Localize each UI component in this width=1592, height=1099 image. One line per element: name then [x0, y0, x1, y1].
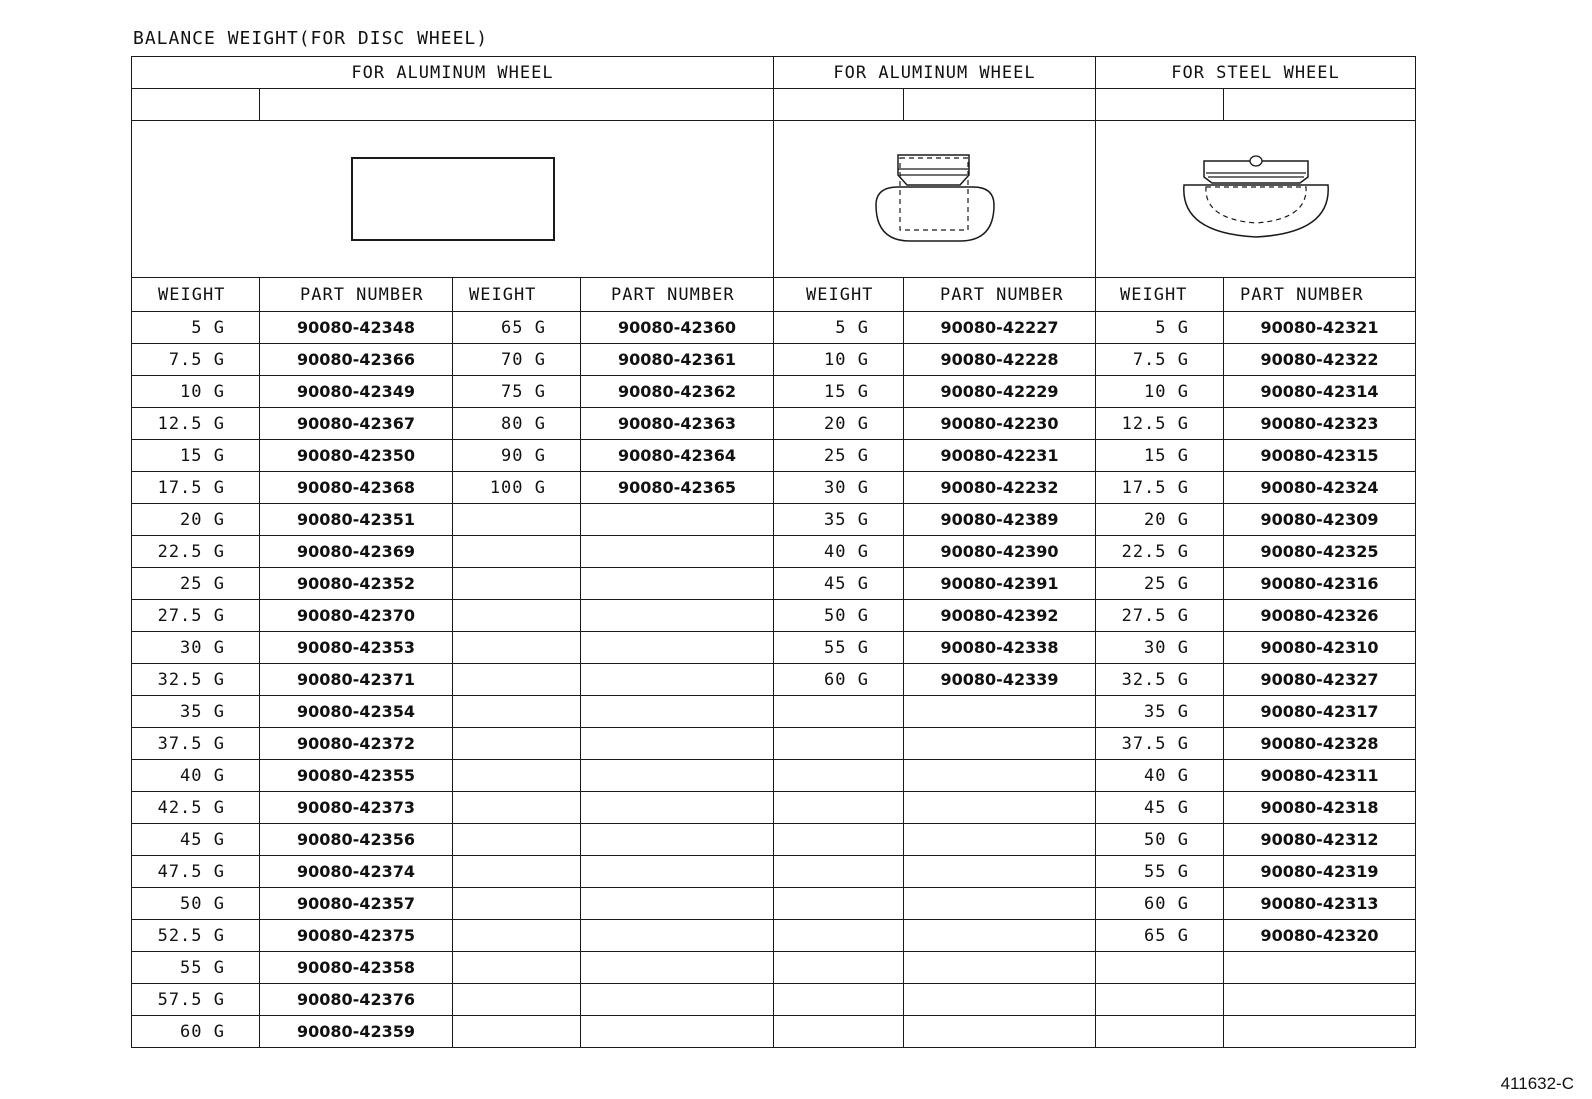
- blank-cell: [1096, 89, 1224, 121]
- part-number-cell: 90080-42323: [1224, 408, 1416, 440]
- weight-cell: 42.5 G: [132, 792, 260, 824]
- table-row: [132, 760, 1416, 792]
- weight-cell: 52.5 G: [132, 920, 260, 952]
- weight-cell: [453, 1016, 581, 1048]
- weight-cell: 50 G: [774, 600, 904, 632]
- weight-cell: 7.5 G: [132, 344, 260, 376]
- weight-cell: [774, 952, 904, 984]
- table-row: [132, 856, 1416, 888]
- part-number-cell: [904, 888, 1096, 920]
- weight-cell: 5 G: [132, 312, 260, 344]
- weight-cell: 37.5 G: [1096, 728, 1224, 760]
- part-number-cell: 90080-42364: [581, 440, 774, 472]
- part-number-cell: [581, 568, 774, 600]
- weight-cell: 17.5 G: [132, 472, 260, 504]
- part-number-cell: 90080-42338: [904, 632, 1096, 664]
- weight-cell: [774, 984, 904, 1016]
- part-number-cell: 90080-42325: [1224, 536, 1416, 568]
- part-number-cell: [581, 824, 774, 856]
- part-number-cell: 90080-42366: [260, 344, 453, 376]
- part-number-cell: 90080-42348: [260, 312, 453, 344]
- table-row: [132, 952, 1416, 984]
- figure-code: 411632-C: [1500, 1074, 1574, 1093]
- part-number-cell: 90080-42322: [1224, 344, 1416, 376]
- part-number-cell: 90080-42376: [260, 984, 453, 1016]
- table-row: [132, 600, 1416, 632]
- weight-cell: 32.5 G: [1096, 664, 1224, 696]
- weight-cell: 30 G: [774, 472, 904, 504]
- weight-cell: 30 G: [132, 632, 260, 664]
- part-number-cell: 90080-42349: [260, 376, 453, 408]
- weight-cell: 40 G: [132, 760, 260, 792]
- part-number-cell: [581, 920, 774, 952]
- weight-cell: 15 G: [132, 440, 260, 472]
- clip-weight-steel-illustration: [1096, 121, 1416, 278]
- part-number-cell: 90080-42351: [260, 504, 453, 536]
- table-row: [132, 536, 1416, 568]
- weight-cell: 60 G: [132, 1016, 260, 1048]
- table-row: [132, 1016, 1416, 1048]
- weight-cell: 7.5 G: [1096, 344, 1224, 376]
- weight-cell: 40 G: [1096, 760, 1224, 792]
- clip-weight-icon: [870, 153, 1000, 245]
- table-row: [132, 696, 1416, 728]
- weight-cell: 65 G: [1096, 920, 1224, 952]
- weight-cell: 25 G: [1096, 568, 1224, 600]
- part-number-cell: 90080-42310: [1224, 632, 1416, 664]
- part-number-cell: 90080-42361: [581, 344, 774, 376]
- table-row: [132, 664, 1416, 696]
- part-number-cell: 90080-42360: [581, 312, 774, 344]
- weight-cell: 70 G: [453, 344, 581, 376]
- column-header-part-number: PART NUMBER: [260, 278, 453, 312]
- weight-cell: 32.5 G: [132, 664, 260, 696]
- part-number-cell: 90080-42370: [260, 600, 453, 632]
- column-header-weight: WEIGHT: [774, 278, 904, 312]
- part-number-cell: 90080-42363: [581, 408, 774, 440]
- weight-cell: 45 G: [1096, 792, 1224, 824]
- table-row: [132, 824, 1416, 856]
- table-row: [132, 888, 1416, 920]
- weight-cell: 35 G: [132, 696, 260, 728]
- part-number-cell: [581, 728, 774, 760]
- weight-cell: [453, 504, 581, 536]
- weight-cell: 5 G: [1096, 312, 1224, 344]
- part-number-cell: 90080-42375: [260, 920, 453, 952]
- part-number-cell: 90080-42315: [1224, 440, 1416, 472]
- part-number-cell: [904, 856, 1096, 888]
- weight-cell: 27.5 G: [132, 600, 260, 632]
- section-header-aluminum-clip: FOR ALUMINUM WHEEL: [774, 57, 1096, 89]
- table-row: [132, 504, 1416, 536]
- weight-cell: 60 G: [1096, 888, 1224, 920]
- part-number-cell: 90080-42316: [1224, 568, 1416, 600]
- part-number-cell: [581, 888, 774, 920]
- part-number-cell: 90080-42324: [1224, 472, 1416, 504]
- part-number-cell: 90080-42319: [1224, 856, 1416, 888]
- weight-cell: [774, 920, 904, 952]
- weight-cell: 45 G: [774, 568, 904, 600]
- part-number-cell: 90080-42309: [1224, 504, 1416, 536]
- part-number-cell: 90080-42372: [260, 728, 453, 760]
- part-number-cell: 90080-42339: [904, 664, 1096, 696]
- part-number-cell: [581, 600, 774, 632]
- table-row: [132, 344, 1416, 376]
- weight-cell: 45 G: [132, 824, 260, 856]
- part-number-cell: 90080-42356: [260, 824, 453, 856]
- weight-cell: [453, 696, 581, 728]
- part-number-cell: [581, 856, 774, 888]
- weight-cell: [453, 664, 581, 696]
- part-number-cell: 90080-42312: [1224, 824, 1416, 856]
- weight-cell: 55 G: [774, 632, 904, 664]
- weight-cell: 20 G: [774, 408, 904, 440]
- part-number-cell: [581, 536, 774, 568]
- part-number-cell: [581, 792, 774, 824]
- weight-cell: [774, 792, 904, 824]
- weight-cell: 47.5 G: [132, 856, 260, 888]
- table-row: [132, 440, 1416, 472]
- part-number-cell: [904, 1016, 1096, 1048]
- part-number-cell: 90080-42368: [260, 472, 453, 504]
- weight-cell: [774, 760, 904, 792]
- part-number-cell: [1224, 952, 1416, 984]
- weight-cell: 100 G: [453, 472, 581, 504]
- part-number-cell: [1224, 1016, 1416, 1048]
- column-header-weight: WEIGHT: [453, 278, 581, 312]
- weight-cell: 35 G: [1096, 696, 1224, 728]
- part-number-cell: 90080-42232: [904, 472, 1096, 504]
- part-number-cell: 90080-42390: [904, 536, 1096, 568]
- column-header-part-number: PART NUMBER: [904, 278, 1096, 312]
- part-number-cell: [904, 760, 1096, 792]
- weight-cell: 35 G: [774, 504, 904, 536]
- part-number-cell: 90080-42229: [904, 376, 1096, 408]
- part-number-cell: 90080-42359: [260, 1016, 453, 1048]
- part-number-cell: 90080-42228: [904, 344, 1096, 376]
- part-number-cell: [581, 504, 774, 536]
- weight-cell: [453, 728, 581, 760]
- part-number-cell: [581, 984, 774, 1016]
- table-row: [132, 920, 1416, 952]
- table-row: [132, 728, 1416, 760]
- weight-cell: [453, 536, 581, 568]
- weight-cell: 15 G: [1096, 440, 1224, 472]
- weight-cell: 60 G: [774, 664, 904, 696]
- weight-cell: 22.5 G: [1096, 536, 1224, 568]
- part-number-cell: 90080-42358: [260, 952, 453, 984]
- weight-cell: 55 G: [132, 952, 260, 984]
- balance-weight-table: [131, 56, 1416, 1048]
- weight-cell: [453, 568, 581, 600]
- section-header-aluminum-tape: FOR ALUMINUM WHEEL: [132, 57, 774, 89]
- weight-cell: [453, 600, 581, 632]
- page-title: BALANCE WEIGHT(FOR DISC WHEEL): [133, 28, 489, 49]
- part-number-cell: 90080-42230: [904, 408, 1096, 440]
- weight-cell: 12.5 G: [1096, 408, 1224, 440]
- table-row: [132, 472, 1416, 504]
- part-number-cell: 90080-42362: [581, 376, 774, 408]
- part-number-cell: 90080-42350: [260, 440, 453, 472]
- weight-cell: [1096, 984, 1224, 1016]
- weight-cell: 5 G: [774, 312, 904, 344]
- weight-cell: [453, 632, 581, 664]
- part-number-cell: 90080-42321: [1224, 312, 1416, 344]
- weight-cell: 22.5 G: [132, 536, 260, 568]
- weight-cell: 50 G: [1096, 824, 1224, 856]
- part-number-cell: 90080-42369: [260, 536, 453, 568]
- weight-cell: [453, 984, 581, 1016]
- weight-cell: [453, 792, 581, 824]
- part-number-cell: [1224, 984, 1416, 1016]
- column-header-weight: WEIGHT: [1096, 278, 1224, 312]
- part-number-cell: [581, 664, 774, 696]
- part-number-cell: 90080-42389: [904, 504, 1096, 536]
- weight-cell: 17.5 G: [1096, 472, 1224, 504]
- part-number-cell: [904, 984, 1096, 1016]
- part-number-cell: 90080-42313: [1224, 888, 1416, 920]
- part-number-cell: [581, 696, 774, 728]
- part-number-cell: 90080-42227: [904, 312, 1096, 344]
- section-header-steel: FOR STEEL WHEEL: [1096, 57, 1416, 89]
- steel-clip-weight-icon: [1176, 153, 1336, 245]
- blank-cell: [260, 89, 774, 121]
- tape-weight-icon: [350, 156, 556, 242]
- weight-cell: 37.5 G: [132, 728, 260, 760]
- part-number-cell: 90080-42371: [260, 664, 453, 696]
- weight-cell: 40 G: [774, 536, 904, 568]
- part-number-cell: 90080-42354: [260, 696, 453, 728]
- blank-cell: [904, 89, 1096, 121]
- weight-cell: 65 G: [453, 312, 581, 344]
- weight-cell: 12.5 G: [132, 408, 260, 440]
- part-number-cell: 90080-42392: [904, 600, 1096, 632]
- part-number-cell: [581, 1016, 774, 1048]
- weight-cell: 10 G: [1096, 376, 1224, 408]
- column-header-weight: WEIGHT: [132, 278, 260, 312]
- weight-cell: [453, 920, 581, 952]
- weight-cell: [774, 888, 904, 920]
- blank-cell: [1224, 89, 1416, 121]
- part-number-cell: [904, 728, 1096, 760]
- weight-cell: 80 G: [453, 408, 581, 440]
- table-row: [132, 984, 1416, 1016]
- part-number-cell: 90080-42314: [1224, 376, 1416, 408]
- column-header-part-number: PART NUMBER: [1224, 278, 1416, 312]
- part-number-cell: [581, 760, 774, 792]
- weight-cell: 90 G: [453, 440, 581, 472]
- weight-cell: [453, 824, 581, 856]
- part-number-cell: 90080-42357: [260, 888, 453, 920]
- table-row: [132, 568, 1416, 600]
- weight-cell: [1096, 1016, 1224, 1048]
- blank-cell: [132, 89, 260, 121]
- table-row: [132, 312, 1416, 344]
- table-row: [132, 408, 1416, 440]
- part-number-cell: [904, 952, 1096, 984]
- weight-cell: [774, 856, 904, 888]
- part-number-cell: 90080-42391: [904, 568, 1096, 600]
- weight-cell: 10 G: [774, 344, 904, 376]
- weight-cell: 25 G: [132, 568, 260, 600]
- part-number-cell: 90080-42317: [1224, 696, 1416, 728]
- part-number-cell: 90080-42311: [1224, 760, 1416, 792]
- part-number-cell: 90080-42326: [1224, 600, 1416, 632]
- part-number-cell: 90080-42367: [260, 408, 453, 440]
- part-number-cell: [904, 792, 1096, 824]
- weight-cell: 55 G: [1096, 856, 1224, 888]
- weight-cell: 50 G: [132, 888, 260, 920]
- part-number-cell: 90080-42318: [1224, 792, 1416, 824]
- weight-cell: 15 G: [774, 376, 904, 408]
- tape-weight-illustration: [132, 121, 774, 278]
- weight-cell: [774, 1016, 904, 1048]
- weight-cell: 25 G: [774, 440, 904, 472]
- part-number-cell: 90080-42355: [260, 760, 453, 792]
- column-header-part-number: PART NUMBER: [581, 278, 774, 312]
- weight-cell: [774, 728, 904, 760]
- weight-cell: 75 G: [453, 376, 581, 408]
- part-number-cell: 90080-42373: [260, 792, 453, 824]
- weight-cell: [453, 856, 581, 888]
- weight-cell: 27.5 G: [1096, 600, 1224, 632]
- part-number-cell: 90080-42352: [260, 568, 453, 600]
- part-number-cell: 90080-42374: [260, 856, 453, 888]
- part-number-cell: 90080-42231: [904, 440, 1096, 472]
- weight-cell: 20 G: [132, 504, 260, 536]
- weight-cell: [453, 760, 581, 792]
- part-number-cell: [581, 952, 774, 984]
- part-number-cell: [904, 824, 1096, 856]
- weight-cell: [453, 888, 581, 920]
- blank-cell: [774, 89, 904, 121]
- part-number-cell: 90080-42327: [1224, 664, 1416, 696]
- clip-weight-aluminum-illustration: [774, 121, 1096, 278]
- part-number-cell: [904, 920, 1096, 952]
- part-number-cell: [581, 632, 774, 664]
- weight-cell: 30 G: [1096, 632, 1224, 664]
- part-number-cell: 90080-42328: [1224, 728, 1416, 760]
- part-number-cell: 90080-42365: [581, 472, 774, 504]
- weight-cell: 20 G: [1096, 504, 1224, 536]
- part-number-cell: 90080-42320: [1224, 920, 1416, 952]
- weight-cell: [1096, 952, 1224, 984]
- weight-cell: [774, 824, 904, 856]
- part-number-cell: 90080-42353: [260, 632, 453, 664]
- table-row: [132, 376, 1416, 408]
- part-number-cell: [904, 696, 1096, 728]
- table-row: [132, 632, 1416, 664]
- table-row: [132, 792, 1416, 824]
- weight-cell: [774, 696, 904, 728]
- weight-cell: 57.5 G: [132, 984, 260, 1016]
- weight-cell: [453, 952, 581, 984]
- weight-cell: 10 G: [132, 376, 260, 408]
